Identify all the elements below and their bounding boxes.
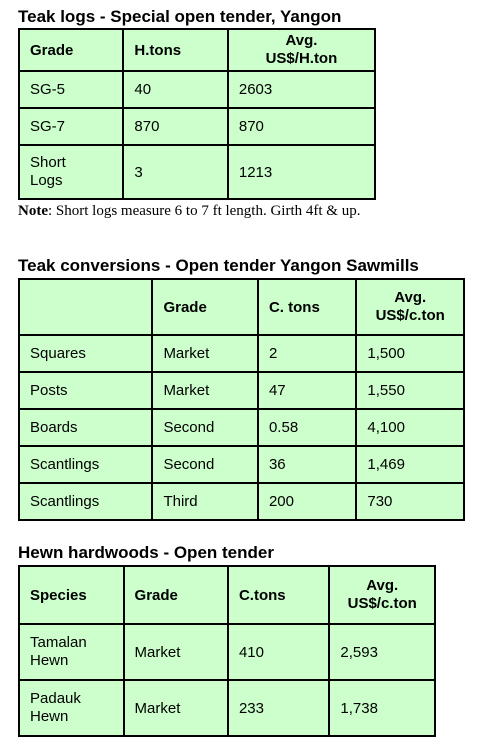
column-header: Avg. US$/c.ton (356, 279, 464, 335)
teak-logs-table (18, 28, 376, 200)
table-cell: 40 (123, 71, 227, 108)
table-cell: Scantlings (19, 446, 152, 483)
column-header: Avg. US$/H.ton (228, 29, 375, 71)
table-cell: 1,550 (356, 372, 464, 409)
table-cell: 36 (258, 446, 356, 483)
table-cell: Padauk Hewn (19, 680, 124, 736)
table-row (19, 624, 435, 680)
table-cell: 0.58 (258, 409, 356, 446)
table-cell: Third (152, 483, 258, 520)
column-header: Grade (124, 566, 228, 624)
table-cell: SG-7 (19, 108, 123, 145)
column-header (19, 279, 152, 335)
column-header: H.tons (123, 29, 227, 71)
column-header: C. tons (258, 279, 356, 335)
table-cell: Market (124, 624, 228, 680)
table-cell: Scantlings (19, 483, 152, 520)
table-cell: 4,100 (356, 409, 464, 446)
table-row (19, 108, 375, 145)
table-row (19, 483, 464, 520)
table-header-row (19, 29, 375, 71)
table-cell: Second (152, 409, 258, 446)
column-header: Avg. US$/c.ton (329, 566, 435, 624)
table-row (19, 335, 464, 372)
table-row (19, 446, 464, 483)
hewn-hardwoods-title: Hewn hardwoods - Open tender (18, 543, 274, 562)
table-cell: Market (152, 372, 258, 409)
table-cell: 3 (123, 145, 227, 199)
table-cell: 233 (228, 680, 329, 736)
table-cell: 2 (258, 335, 356, 372)
table-cell: 730 (356, 483, 464, 520)
table-row (19, 71, 375, 108)
column-header: Species (19, 566, 124, 624)
teak-logs-note (18, 203, 360, 220)
table-row (19, 409, 464, 446)
table-cell: Short Logs (19, 145, 123, 199)
table-cell: Market (152, 335, 258, 372)
table-cell: Second (152, 446, 258, 483)
table-header-row (19, 566, 435, 624)
table-cell: 870 (228, 108, 375, 145)
table-cell: 1,738 (329, 680, 435, 736)
column-header: Grade (152, 279, 258, 335)
table-cell: 200 (258, 483, 356, 520)
column-header: C.tons (228, 566, 329, 624)
table-cell: 870 (123, 108, 227, 145)
table-cell: Posts (19, 372, 152, 409)
table-cell: 1,500 (356, 335, 464, 372)
table-row (19, 372, 464, 409)
table-cell: Tamalan Hewn (19, 624, 124, 680)
table-row (19, 680, 435, 736)
note-text: : Short logs measure 6 to 7 ft length. Girth 4ft & up. (48, 203, 361, 219)
table-cell: 2,593 (329, 624, 435, 680)
hewn-hardwoods-table (18, 565, 436, 737)
table-cell: SG-5 (19, 71, 123, 108)
table-cell: 1213 (228, 145, 375, 199)
table-cell: 47 (258, 372, 356, 409)
table-cell: Boards (19, 409, 152, 446)
teak-conversions-title: Teak conversions - Open tender Yangon Sawmills (18, 256, 419, 275)
table-row (19, 145, 375, 199)
teak-logs-title: Teak logs - Special open tender, Yangon (18, 7, 342, 26)
table-cell: Squares (19, 335, 152, 372)
table-cell: 410 (228, 624, 329, 680)
teak-conversions-table (18, 278, 465, 521)
column-header: Grade (19, 29, 123, 71)
note-label: Note (18, 203, 48, 219)
table-cell: 1,469 (356, 446, 464, 483)
table-cell: 2603 (228, 71, 375, 108)
table-cell: Market (124, 680, 228, 736)
table-header-row (19, 279, 464, 335)
